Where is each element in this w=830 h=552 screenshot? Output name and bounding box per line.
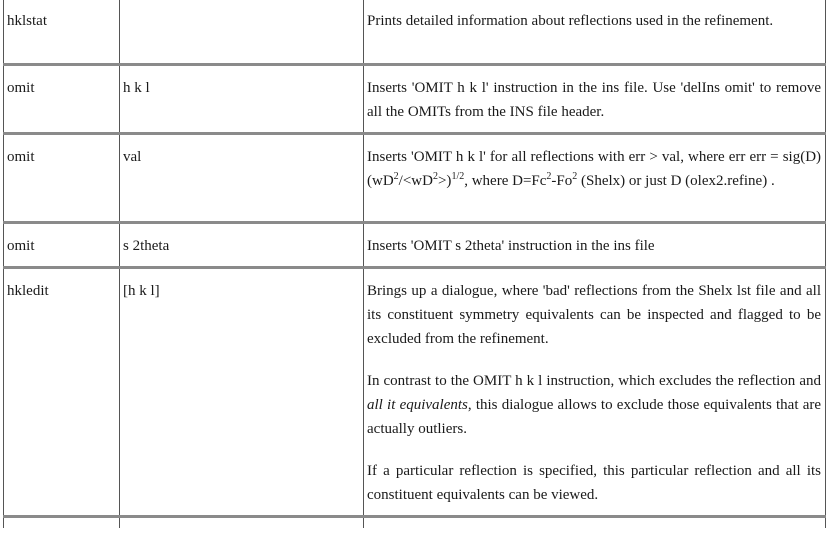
description-text: /<wD xyxy=(398,173,433,189)
command-cell: omit xyxy=(4,134,120,223)
command-cell: omit xyxy=(4,223,120,268)
arguments-cell: s 2theta xyxy=(120,223,364,268)
description-text: (Shelx) or just D (olex2.refine) . xyxy=(577,173,775,189)
description-cell xyxy=(364,517,826,529)
table-row xyxy=(4,65,826,134)
description-text: Inserts 'OMIT h k l' for all reflections with err > val, where err xyxy=(367,149,746,165)
description-cell: Inserts 'OMIT s 2theta' instruction in the ins file xyxy=(364,223,826,268)
description-paragraph: Brings up a dialogue, where 'bad' reflections from the Shelx lst file and all its constituent symmetry equivalents can be inspected and flagged to be excluded from the refinement. xyxy=(367,283,821,347)
description-text: err = sig(D)(wD xyxy=(367,149,822,189)
arguments-cell xyxy=(120,0,364,65)
superscript: 2 xyxy=(393,171,399,182)
description-text: >) xyxy=(437,173,452,189)
description-text: , where D=Fc xyxy=(464,173,547,189)
arguments-cell: h k l xyxy=(120,65,364,134)
description-text: , this dialogue allows to exclude those equivalents that are actually outliers. xyxy=(367,397,822,437)
description-paragraph: If a particular reflection is specified, this particular reflection and all its constituent equivalents can be viewed. xyxy=(367,463,821,503)
table-row xyxy=(4,223,826,268)
description-text: -Fo xyxy=(551,173,573,189)
description-text: In contrast to the OMIT h k l instruction, which excludes the reflection and xyxy=(367,373,821,389)
table-row xyxy=(4,517,826,529)
superscript: 2 xyxy=(432,171,438,182)
commands-table xyxy=(3,0,826,528)
table-row xyxy=(4,268,826,517)
command-cell xyxy=(4,517,120,529)
superscript: 1/2 xyxy=(451,171,465,182)
arguments-cell: [h k l] xyxy=(120,268,364,517)
description-cell: Inserts 'OMIT h k l' instruction in the ins file. Use 'delIns omit' to remove all the OMITs from the INS file header. xyxy=(364,65,826,134)
command-cell: hkledit xyxy=(4,268,120,517)
arguments-cell: val xyxy=(120,134,364,223)
table-row xyxy=(4,0,826,65)
description-cell xyxy=(364,268,826,517)
command-cell: omit xyxy=(4,65,120,134)
superscript: 2 xyxy=(546,171,552,182)
description-paragraph xyxy=(367,369,821,441)
emphasized-text: all it equivalents xyxy=(367,397,468,413)
arguments-cell xyxy=(120,517,364,529)
description-cell: Prints detailed information about reflections used in the refinement. xyxy=(364,0,826,65)
table-row xyxy=(4,134,826,223)
superscript: 2 xyxy=(572,171,578,182)
command-cell: hklstat xyxy=(4,0,120,65)
description-cell xyxy=(364,134,826,223)
